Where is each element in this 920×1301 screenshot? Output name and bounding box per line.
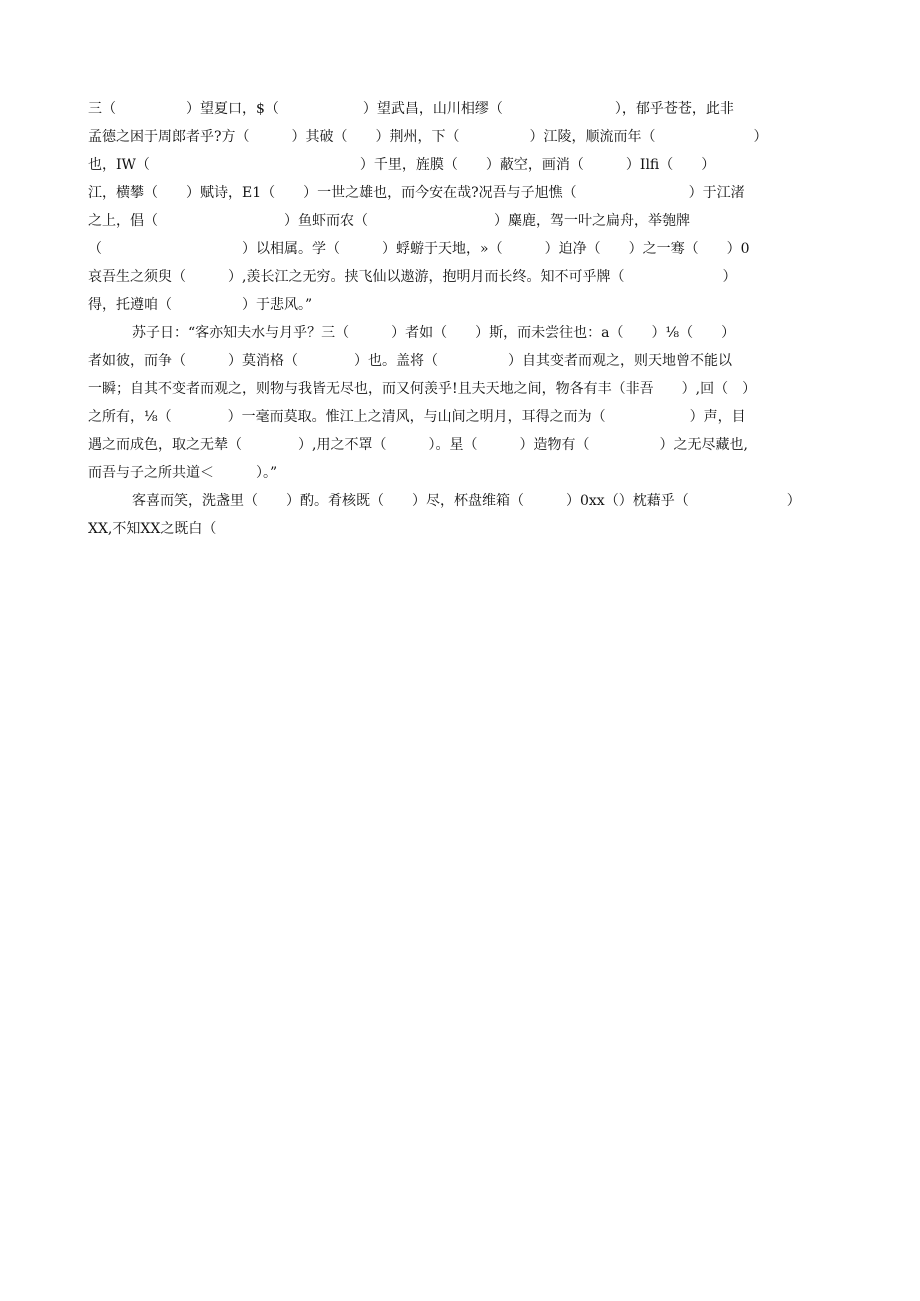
text-line-11: 一瞬；自其不变者而观之，则物与我皆无尽也，而又何羡乎!且夫天地之间，物各有丰（非吾 ）,回（ ） bbox=[88, 381, 757, 397]
text-line-3: 也，IW（ ）千里，旌膜（ ）蔽空，画消（ ）Ilfi（ ） bbox=[88, 157, 716, 173]
text-line-9: 苏子日：“客亦知夫水与月乎？三（ ）者如（ ）斯，而未尝往也：a（ ）⅛（ ） bbox=[132, 325, 736, 341]
text-line-6: （ ）以相属。学（ ）蜉蝣于天地，»（ ）迫净（ ）之一骞（ ）0 bbox=[88, 241, 750, 257]
text-line-1: 三（ ）望夏口，$（ ）望武昌，山川相缪（ ），郁乎苍苍，此非 bbox=[88, 101, 734, 117]
text-line-13: 遇之而成色，取之无辇（ ）,用之不罩（ ）。星（ ）造物有（ ）之无尽藏也, bbox=[88, 437, 748, 453]
text-line-10: 者如彼，而争（ ）莫消格（ ）也。盖将（ ）自其变者而观之，则天地曾不能以 bbox=[88, 353, 732, 369]
text-line-15: 客喜而笑，洗盏里（ ）酌。肴核既（ ）尽，杯盘维箱（ ）0xx（）枕藉乎（ ） bbox=[132, 493, 801, 509]
text-line-8: 得，托遵咱（ ）于悲风。” bbox=[88, 297, 313, 313]
text-line-7: 哀吾生之须臾（ ）,羡长江之无穷。挟飞仙以遨游，抱明月而长终。知不可乎牌（ ） bbox=[88, 269, 737, 285]
text-line-12: 之所有，⅛（ ）一毫而莫取。惟江上之清风，与山间之明月，耳得之而为（ ）声，目 bbox=[88, 409, 746, 425]
text-line-14: 而吾与子之所共道＜ ）。” bbox=[88, 465, 278, 481]
text-line-4: 江，横攀（ ）赋诗，E1（ ）一世之雄也，而今安在哉?况吾与子旭憔（ ）于江渚 bbox=[88, 185, 745, 201]
text-line-5: 之上，倡（ ）鱼虾而农（ ）麋鹿，驾一叶之扁舟，举匏牌 bbox=[88, 213, 690, 229]
text-line-16: XX,不知XX之既白（ bbox=[88, 521, 217, 537]
text-line-2: 孟德之困于周郎者乎?方（ ）其破（ ）荆州，下（ ）江陵，顺流而年（ ） bbox=[88, 129, 768, 145]
